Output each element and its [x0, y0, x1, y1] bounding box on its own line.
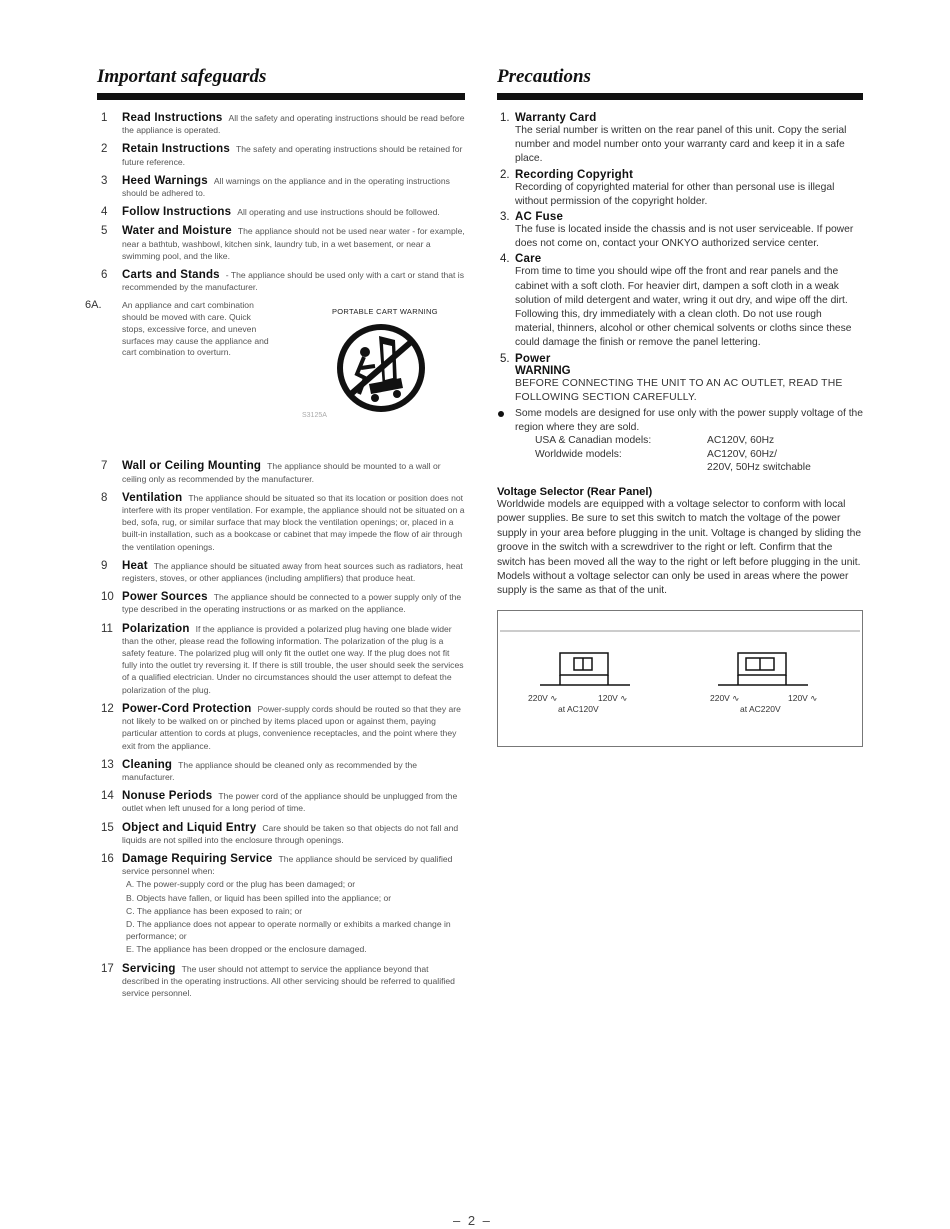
item-title: Wall or Ceiling Mounting [122, 460, 262, 473]
item-title: Care [515, 253, 542, 266]
item-title: Heat [122, 559, 148, 572]
safeguard-item-6a [85, 299, 465, 450]
item-title: Carts and Stands [122, 269, 220, 282]
precautions-heading: Precautions [497, 66, 591, 87]
safeguard-item [97, 143, 465, 167]
item-text: All the safety and operating instructions should be read before the appliance is operated. [122, 113, 465, 136]
item-number: 14 [101, 790, 114, 803]
item-text: All operating and use instructions should be followed. [237, 207, 440, 218]
precautions-column [497, 60, 863, 747]
voltage-selector-title: Voltage Selector (Rear Panel) [497, 485, 653, 498]
item-number: 9 [101, 559, 108, 572]
item-number: 12 [101, 702, 114, 715]
item-number: 10 [101, 591, 114, 604]
switch-label: 220V ∿ [528, 692, 558, 703]
item-number: 6 [101, 269, 108, 282]
item-number: 4. [500, 253, 510, 266]
voltage-cell: AC120V, 60Hz/ [707, 448, 778, 460]
voltage-row [497, 435, 863, 449]
warning-title: WARNING [515, 364, 571, 377]
item-text: The power cord of the appliance should be unplugged from the outlet when left unused for a long period of time. [122, 791, 458, 814]
item-text: The appliance should not be used near water - for example, near a bathtub, washbowl, kitchen sink, laundry tub, in a wet basement, or near a swimming pool, and the like. [122, 226, 465, 261]
heading-rule [497, 93, 863, 100]
item-title: Heed Warnings [122, 174, 208, 187]
cart-warning-label: PORTABLE CART WARNING [332, 307, 438, 317]
sub-item: E. The appliance has been dropped or the enclosure damaged. [126, 944, 367, 955]
item-text: The fuse is located inside the chassis and is not user serviceable. If power does not come on, contact your ONKYO authorized service center. [515, 224, 854, 250]
voltage-cell: 220V, 50Hz switchable [707, 462, 811, 474]
switch-label: 120V ∿ [598, 692, 628, 703]
safeguard-item [97, 225, 465, 262]
item-text: The appliance should be serviced by qualified service personnel when: [122, 853, 453, 877]
item-title: Cleaning [122, 758, 173, 771]
precaution-item [497, 253, 863, 350]
safeguard-item [97, 112, 465, 136]
safeguard-item [97, 822, 465, 846]
item-number: 7 [101, 460, 108, 473]
item-text: Care should be taken so that objects do not fall and liquids are not spilled into the enclosure through openings. [122, 822, 459, 845]
item-title: Power-Cord Protection [122, 702, 252, 715]
voltage-selector-text: Worldwide models are equipped with a voltage selector to conform with local power supplies. Be sure to set this switch to match the voltage of the power supply in your area before plugging in the unit. Voltage is changed by sliding the groove in the switch with a screwdriver to the right or left. Confirm that the switch has been moved all the way to the right or left before plugging in the unit. Models without a voltage selector can only be used in areas where the power supply is the same as that of the unit. [497, 498, 862, 597]
voltage-switch-diagram [498, 611, 862, 746]
item-number: 2 [101, 143, 108, 156]
item-title: Damage Requiring Service [122, 852, 273, 865]
item-number: 1 [101, 112, 108, 124]
voltage-switch-figure [497, 610, 863, 747]
precautions-list [497, 112, 863, 747]
item-text: The appliance should be mounted to a wall or ceiling only as recommended by the manufacturer. [122, 461, 441, 484]
item-title: Nonuse Periods [122, 790, 213, 803]
safeguards-column [85, 60, 465, 1006]
safeguard-item [97, 460, 465, 484]
safeguard-item [97, 963, 465, 1000]
model-cell: Worldwide models: [535, 448, 622, 460]
voltage-cell: AC120V, 60Hz [707, 435, 775, 447]
item-text: The appliance should be situated away from heat sources such as radiators, heat registers, stoves, or other appliances (including amplifiers) that produce heat. [122, 560, 463, 584]
safeguard-item [97, 175, 465, 199]
item-number: 2. [500, 168, 510, 181]
precaution-item [497, 112, 863, 167]
item-number: 3. [500, 211, 510, 224]
item-number: 4 [101, 206, 108, 219]
item-text: The safety and operating instructions should be retained for future reference. [122, 144, 463, 167]
bullet-icon [498, 411, 504, 417]
warning-text: BEFORE CONNECTING THE UNIT TO AN AC OUTLET, READ THE FOLLOWING SECTION CAREFULLY. [515, 377, 843, 403]
safeguard-item [97, 853, 465, 956]
safeguard-item [97, 560, 465, 584]
item-title: Power [515, 352, 551, 365]
item-text: All warnings on the appliance and in the operating instructions should be adhered to. [122, 175, 450, 199]
safeguard-item [97, 759, 465, 783]
bullet-note [497, 407, 863, 435]
precaution-item [497, 211, 863, 251]
switch-at-220v [718, 653, 808, 685]
item-title: Read Instructions [122, 112, 223, 124]
safeguard-item [97, 790, 465, 814]
safeguard-item [97, 591, 465, 615]
safeguards-heading: Important safeguards [97, 66, 267, 87]
item-number: 15 [101, 821, 114, 834]
item-title: Follow Instructions [122, 206, 232, 219]
tipping-cart-warning-icon [335, 322, 427, 414]
item-text: The appliance should be situated so that its location or position does not interfere with its proper ventilation. For example, the appliance should not be situated on a bed, sofa, rug, or similar surface that may block the ventilation openings; or, placed in a built-in installation, such as a bookcase or cabinet that may impede the flow of air through the ventilation openings. [122, 492, 465, 552]
item-number: 17 [101, 962, 114, 975]
item-title: Water and Moisture [122, 225, 232, 238]
precaution-item-power [497, 353, 863, 405]
item-number: 5. [500, 352, 510, 365]
item-title: Object and Liquid Entry [122, 821, 257, 834]
item-number: 8 [101, 491, 108, 504]
item-text: An appliance and cart combination should be moved with care. Quick stops, excessive force, and uneven surfaces may cause the appliance and cart combination to overturn. [122, 300, 269, 358]
safeguard-item [97, 623, 465, 696]
item-text: - The appliance should be used only with a cart or stand that is recommended by the manufacturer. [122, 270, 465, 293]
sub-item: C. The appliance has been exposed to rain; or [126, 905, 303, 916]
item-text: The serial number is written on the rear panel of this unit. Copy the serial number and model number onto your warranty card and keep it in a safe place. [515, 125, 847, 165]
item-number: 6A. [85, 299, 102, 312]
item-text: The user should not attempt to service the appliance beyond that described in the operating instructions. All other servicing should be referred to qualified service personnel. [122, 963, 455, 998]
voltage-row [497, 449, 863, 463]
page-number: – 2 – [453, 1213, 492, 1228]
sub-item: B. Objects have fallen, or liquid has been spilled into the appliance; or [126, 892, 392, 903]
item-title: Servicing [122, 962, 176, 975]
voltage-table [497, 435, 863, 476]
item-title: AC Fuse [515, 211, 564, 224]
item-text: The appliance should be connected to a power supply only of the type described in the operating instructions or as marked on the appliance. [122, 592, 462, 615]
switch-at-120v [540, 653, 630, 685]
item-text: Recording of copyrighted material for other than personal use is illegal without permission of the copyright holder. [515, 181, 835, 207]
model-cell: USA & Canadian models: [535, 435, 652, 447]
item-title: Retain Instructions [122, 143, 230, 156]
item-text: From time to time you should wipe off the front and rear panels and the cabinet with a soft cloth. For heavier dirt, dampen a soft cloth in a weak solution of mild detergent and water, wring it out dry, and wipe off the dirt. Following this, dry immediately with a clean cloth. Do not use rough material, thinners, alcohol or other chemical solvents or cloths since these could damage the finish or remove the panel lettering. [515, 266, 852, 349]
item-text: The appliance should be cleaned only as recommended by the manufacturer. [122, 759, 418, 782]
safeguard-item [97, 269, 465, 293]
safeguard-item [97, 703, 465, 752]
item-number: 5 [101, 225, 108, 238]
heading-rule [97, 93, 465, 100]
item-title: Ventilation [122, 491, 183, 504]
item-title: Power Sources [122, 591, 208, 604]
precaution-item [497, 169, 863, 209]
item-number: 16 [101, 852, 114, 865]
item-number: 13 [101, 758, 114, 771]
switch-label: 220V ∿ [710, 692, 740, 703]
switch-label: 120V ∿ [788, 692, 818, 703]
item-number: 11 [101, 622, 113, 635]
sub-item: A. The power-supply cord or the plug has been damaged; or [126, 879, 356, 890]
safeguards-list [85, 112, 465, 999]
bullet-text: Some models are designed for use only with the power supply voltage of the region where they are sold. [515, 408, 864, 434]
figure-code: S3125A [302, 412, 327, 420]
voltage-row [497, 462, 863, 476]
item-title: Polarization [122, 622, 190, 635]
item-title: Warranty Card [515, 112, 597, 124]
safeguard-item [97, 492, 465, 553]
safeguard-item [97, 206, 465, 218]
item-number: 3 [101, 174, 108, 187]
switch-caption: at AC220V [740, 703, 781, 714]
sub-item: D. The appliance does not appear to operate normally or exhibits a marked change in performance; or [126, 918, 451, 942]
item-text: Power-supply cords should be routed so that they are not likely to be walked on or pinched by items placed upon or against them, paying particular attention to cords at plugs, convenience receptacles, and the point where they exit from the appliance. [122, 703, 461, 751]
item-text: If the appliance is provided a polarized plug having one blade wider than the other, please read the following information. The polarization of the plug is a safety feature. The polarized plug will only fit the outlet one way. If the plug does not fit fully into the outlet try reversing it. If there is still trouble, the user should seek the services of a qualified electrician. Under no circumstances should the user attempt to defeat the polarization of the plug. [122, 623, 464, 695]
item-title: Recording Copyright [515, 168, 634, 181]
item-number: 1. [500, 112, 510, 124]
switch-caption: at AC120V [558, 703, 599, 714]
